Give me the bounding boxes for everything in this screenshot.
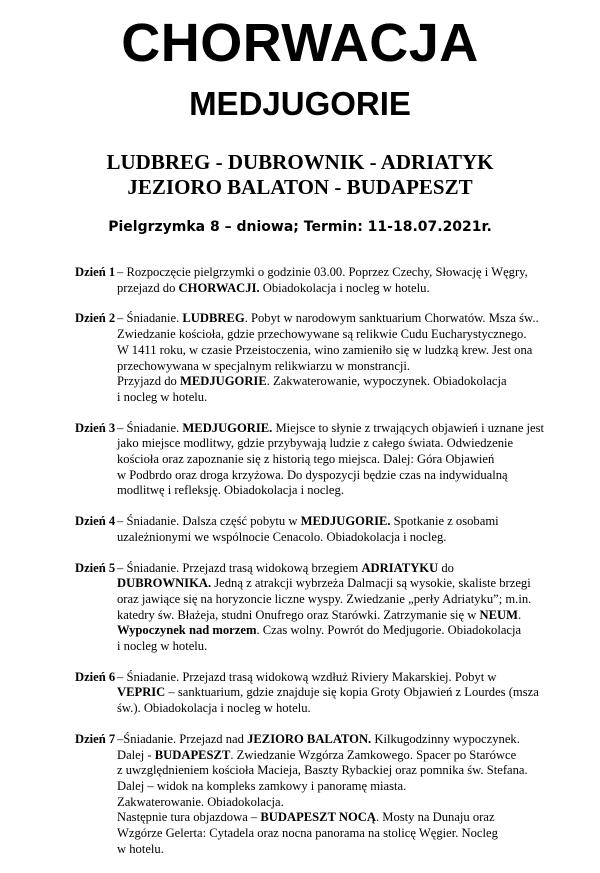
day-text-line — [75, 452, 545, 468]
day-text: i nocleg w hotelu. — [117, 389, 208, 404]
day-text: Obiadokolacja i nocleg w hotelu. — [259, 280, 430, 295]
day-text-line — [75, 685, 545, 701]
day-text-line — [75, 265, 545, 281]
highlighted-place: JEZIORO BALATON. — [247, 731, 372, 746]
highlighted-place: MEDJUGORIE. — [300, 514, 391, 529]
day-text-line — [75, 795, 545, 811]
day-text-line — [75, 576, 545, 592]
day-text-line — [75, 810, 545, 826]
day-text: W 1411 roku, w czasie Przeistoczenia, wino zamieniło się w ludzką krew. Jest ona — [117, 342, 533, 357]
day-text-line — [75, 732, 545, 748]
day-text: do — [438, 560, 454, 575]
route-line-2: JEZIORO BALATON - BUDAPESZT — [127, 175, 473, 199]
day-text: modlitwę i refleksję. Obiadokolacja i nocleg. — [117, 483, 344, 498]
highlighted-place: DUBROWNIKA. — [117, 576, 212, 591]
day-text: św.). Obiadokolacja i nocleg w hotelu. — [117, 701, 311, 716]
day-text: Spotkanie z osobami — [390, 514, 499, 529]
day-text-line — [75, 608, 545, 624]
day-text: oraz jawiące się na horyzoncie liczne wyspy. Zwiedzanie „perły Adriatyku”; m.in. — [117, 591, 532, 606]
day-text-line — [75, 327, 545, 343]
day-text: Dalej - — [117, 747, 155, 762]
day-text-line — [75, 468, 545, 484]
day-label: Dzień 5 — [75, 560, 116, 575]
day-text: . Pobyt w narodowym sanktuarium Chorwatów. Msza św.. — [244, 311, 539, 326]
day-block — [75, 732, 545, 858]
highlighted-place: NEUM — [479, 607, 519, 622]
day-label: Dzień 6 — [75, 669, 116, 684]
day-text: . Zakwaterowanie, wypoczynek. Obiadokolacja — [266, 374, 507, 389]
highlighted-place: MEDJUGORIE. — [182, 420, 273, 435]
day-text: Następnie tura objazdowa – — [117, 810, 261, 825]
pilgrimage-term: Pielgrzymka 8 – dniowa; Termin: 11-18.07.2021r. — [108, 219, 492, 235]
day-text: uzależnionymi we wspólnocie Cenacolo. Obiadokolacja i nocleg. — [117, 529, 447, 544]
day-text: Zakwaterowanie. Obiadokolacja. — [117, 794, 284, 809]
highlighted-place: BUDAPESZT NOCĄ — [260, 810, 376, 825]
route-line-1: LUDBREG - DUBROWNIK - ADRIATYK — [106, 150, 494, 174]
day-text-line — [75, 281, 545, 297]
day-text: Wzgórze Gelerta: Cytadela oraz nocna panorama na stolicę Węgier. Nocleg — [117, 826, 498, 841]
day-block — [75, 421, 545, 500]
day-text: i nocleg w hotelu. — [117, 639, 208, 654]
day-text-line — [75, 514, 545, 530]
day-label: Dzień 1 — [75, 265, 116, 279]
day-label: Dzień 2 — [75, 311, 116, 326]
day-text-line — [75, 530, 545, 546]
day-text: Dalej – widok na kompleks zamkowy i panoramę miasta. — [117, 778, 407, 793]
day-text: – Śniadanie. Przejazd trasą widokową wzdłuż Riviery Makarskiej. Pobyt w — [117, 669, 497, 684]
day-text-line — [75, 483, 545, 499]
day-text: –Śniadanie. Przejazd nad — [117, 731, 248, 746]
day-text-line — [75, 826, 545, 842]
day-text-line — [75, 592, 545, 608]
day-text: Miejsce to słynie z trwających objawień i uznane jest — [272, 420, 545, 435]
day-block — [75, 265, 545, 296]
day-text: w Podbrdo oraz droga krzyżowa. Do dyspozycji będzie czas na indywidualną — [117, 467, 508, 482]
day-text: Zwiedzanie kościoła, gdzie przechowywane są relikwie Cudu Eucharystycznego. — [117, 327, 527, 342]
day-label: Dzień 3 — [75, 420, 116, 435]
day-block — [75, 514, 545, 545]
day-text-line — [75, 561, 545, 577]
day-block — [75, 561, 545, 655]
day-text-line — [75, 842, 545, 858]
day-text: katedry św. Błażeja, studni Onufrego oraz Starówki. Zatrzymanie się w — [117, 607, 480, 622]
day-text: jako miejsce modlitwy, gdzie przybywają ludzie z całego świata. Odwiedzenie — [117, 436, 514, 451]
day-block — [75, 311, 545, 405]
day-text-line — [75, 701, 545, 717]
day-text: Kilkugodzinny wypoczynek. — [371, 731, 520, 746]
day-text: kościoła oraz zapoznanie się z historią tego miejsca. Dalej: Góra Objawień — [117, 452, 495, 467]
day-text: Jedną z atrakcji wybrzeża Dalmacji są wysokie, skaliste brzegi — [211, 576, 531, 591]
highlighted-place: LUDBREG — [182, 311, 245, 326]
day-text: – Śniadanie. — [117, 420, 183, 435]
highlighted-place: VEPRIC — [117, 685, 166, 700]
day-text-line — [75, 359, 545, 375]
day-label: Dzień 4 — [75, 514, 116, 529]
day-text-line — [75, 670, 545, 686]
day-text: . Mosty na Dunaju oraz — [375, 810, 495, 825]
page-subtitle: MEDJUGORIE — [189, 85, 411, 122]
day-text: w hotelu. — [117, 841, 164, 856]
day-text: przejazd do — [117, 280, 179, 295]
day-text: – Śniadanie. Dalsza część pobytu w — [117, 514, 301, 529]
day-text-line — [75, 311, 545, 327]
day-text: . — [518, 607, 522, 622]
highlighted-place: ADRIATYKU — [361, 560, 439, 575]
day-text: przechowywana w specjalnym relikwiarzu w monstrancji. — [117, 358, 411, 373]
day-text: . Zwiedzanie Wzgórza Zamkowego. Spacer po Starówce — [230, 747, 517, 762]
day-text: – Śniadanie. — [117, 311, 183, 326]
day-text-line — [75, 779, 545, 795]
day-text-line — [75, 763, 545, 779]
day-text: – sanktuarium, gdzie znajduje się kopia Groty Objawień z Lourdes (msza — [165, 685, 539, 700]
day-text-line — [75, 421, 545, 437]
route-heading — [0, 150, 600, 200]
day-text: – Rozpoczęcie pielgrzymki o godzinie 03.00. Poprzez Czechy, Słowację i Węgry, — [117, 265, 528, 279]
day-text: Przyjazd do — [117, 374, 180, 389]
day-block — [75, 670, 545, 717]
itinerary — [75, 265, 545, 873]
day-text: – Śniadanie. Przejazd trasą widokową brzegiem — [117, 560, 362, 575]
day-text-line — [75, 390, 545, 406]
highlighted-place: BUDAPESZT — [154, 747, 231, 762]
highlighted-place: CHORWACJI. — [178, 280, 260, 295]
day-text: . Czas wolny. Powrót do Medjugorie. Obiadokolacja — [256, 623, 522, 638]
highlighted-place: Wypoczynek nad morzem — [117, 623, 257, 638]
day-text-line — [75, 374, 545, 390]
day-text-line — [75, 639, 545, 655]
day-text-line — [75, 436, 545, 452]
day-text-line — [75, 343, 545, 359]
day-text: z uwzględnieniem kościoła Macieja, Baszty Rybackiej oraz pomnika św. Stefana. — [117, 763, 528, 778]
day-text-line — [75, 623, 545, 639]
highlighted-place: MEDJUGORIE — [179, 374, 267, 389]
day-text-line — [75, 748, 545, 764]
page-title: CHORWACJA — [121, 13, 479, 73]
day-label: Dzień 7 — [75, 731, 116, 746]
